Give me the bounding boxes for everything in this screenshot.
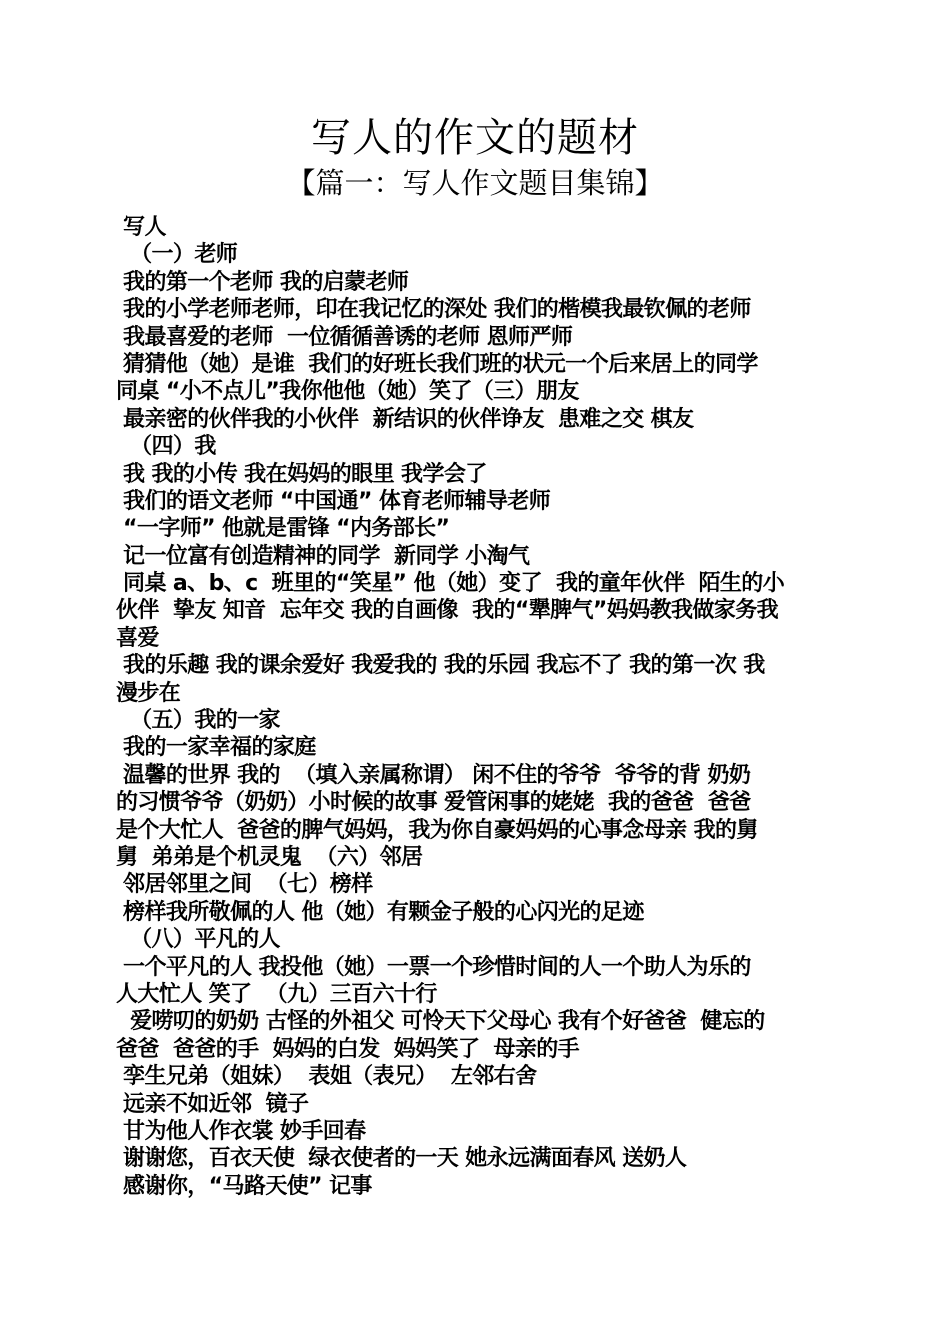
text-line: 舅 弟弟是个机灵鬼 （六）邻居 [116,844,423,870]
text-line: 我的一家幸福的家庭 [116,735,316,761]
text-line: （八）平凡的人 [116,927,280,953]
text-line: 远亲不如近邻 镜子 [116,1091,309,1117]
document-subtitle: 【篇一：写人作文题目集锦】 [286,166,664,200]
text-line: 温馨的世界 我的 （填入亲属称谓） 闲不住的爷爷 爷爷的背 奶奶 [116,762,751,788]
text-line: 是个大忙人 爸爸的脾气妈妈，我为你自豪妈妈的心事念母亲 我的舅 [116,817,758,843]
text-line: 我最喜爱的老师 一位循循善诱的老师 恩师严师 [116,324,573,350]
text-line: “一字师” 他就是雷锋 “内务部长” [116,516,450,542]
text-line: 孪生兄弟（姐妹） 表姐（表兄） 左邻右舍 [116,1064,537,1090]
text-line: 榜样我所敬佩的人 他（她）有颗金子般的心闪光的足迹 [116,899,644,925]
text-line: 邻居邻里之间 （七）榜样 [116,872,373,898]
text-line: 最亲密的伙伴我的小伙伴 新结识的伙伴诤友 患难之交 棋友 [116,406,694,432]
text-line: 我的乐趣 我的课余爱好 我爱我的 我的乐园 我忘不了 我的第一次 我 [116,653,765,679]
text-line: 我们的语文老师 “中国通” 体育老师辅导老师 [116,488,551,514]
text-line: 漫步在 [116,680,181,706]
document-body [116,214,836,1200]
text-line: 爱唠叨的奶奶 古怪的外祖父 可怜天下父母心 我有个好爸爸 健忘的 [116,1009,765,1035]
text-line: 记一位富有创造精神的同学 新同学 小淘气 [116,543,530,569]
text-line: 同桌 a、b、c 班里的“笑星” 他（她）变了 我的童年伙伴 陌生的小 [116,571,785,597]
text-line: 爸爸 爸爸的手 妈妈的白发 妈妈笑了 母亲的手 [116,1036,580,1062]
text-line: 我的小学老师老师，印在我记忆的深处 我们的楷模我最钦佩的老师 [116,297,751,323]
text-line: 感谢你，“马路天使” 记事 [116,1173,372,1199]
text-line: 一个平凡的人 我投他（她）一票一个珍惜时间的人一个助人为乐的 [116,954,751,980]
text-line: 写人 [116,215,166,240]
text-line: 的习惯爷爷（奶奶）小时候的故事 爱管闲事的姥姥 我的爸爸 爸爸 [116,790,751,816]
text-line: 我 我的小传 我在妈妈的眼里 我学会了 [116,461,487,487]
text-line: （五）我的一家 [116,708,280,734]
text-line: （四）我 [116,434,216,460]
text-line: 猜猜他（她）是谁 我们的好班长我们班的状元一个后来居上的同学 [116,351,758,377]
text-line: 甘为他人作衣裳 妙手回春 [116,1118,366,1144]
text-line: 人大忙人 笑了 （九）三百六十行 [116,981,437,1007]
document-title: 写人的作文的题材 [311,115,639,161]
text-line: 同桌 “小不点儿”我你他他（她）笑了（三）朋友 [116,379,579,405]
text-line: 伙伴 挚友 知音 忘年交 我的自画像 我的“犟脾气”妈妈教我做家务我 [116,598,778,624]
text-line: 谢谢您，百衣天使 绿衣使者的一天 她永远满面春风 送奶人 [116,1146,687,1172]
text-line: （一）老师 [116,242,238,268]
text-line: 我的第一个老师 我的启蒙老师 [116,269,409,295]
text-line: 喜爱 [116,625,159,651]
